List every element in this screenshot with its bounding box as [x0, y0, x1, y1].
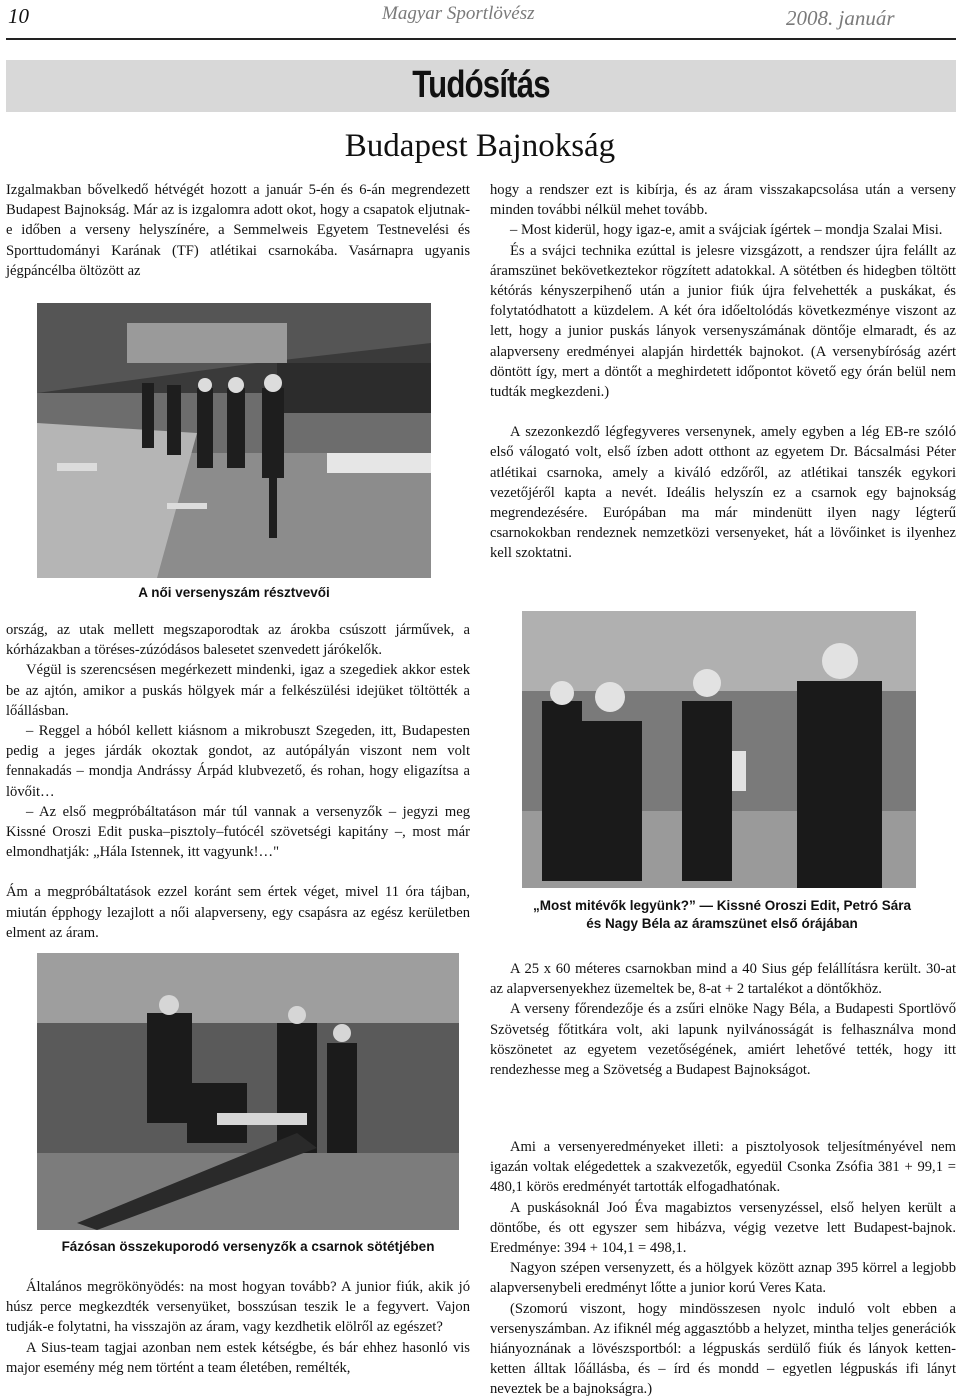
- paragraph: – Az első megpróbáltatáson már túl vannak a versenyzők – jegyzi meg Kissné Oroszi Edit puska–pisztoly–futócél szövetségi kapitány –, most már elmondhatják: „Hála Istennek, itt vagyunk!…": [6, 803, 470, 861]
- section-title: Tudósítás: [412, 64, 550, 106]
- paragraph: Ám a megpróbáltatások ezzel koránt sem értek véget, mivel 11 óra tájban, miután épphogy lezajlott a női alapverseny, egy csapásra az egész kerületben elment az áram.: [6, 884, 470, 941]
- page-number: 10: [8, 4, 29, 28]
- paragraph: (Szomorú viszont, hogy mindösszesen nyolc induló volt ebben a versenyszámban. Az ifiknél még aggasztóbb a helyzet, mintha teljes generációk hiányoznának a lövészsportból: a légpuskás serdülő fiúk és lányok ketten-ketten álltak lőállásba, és – írd és mondd – egyetlen légpuskás ifi lányt neveztek be a bajnokságra.): [490, 1300, 956, 1398]
- paragraph: A verseny főrendezője és a zsűri elnöke Nagy Béla, a Budapesti Sportlövő Szövetség főtitkára volt, aki lapunk nyilvánosságát is felhasználva mond köszönetet az egyetem vezetőségének, amiért lehetővé tették, hogy itt rendezhesse meg a Szövetség a Budapest Bajnokságot.: [490, 1001, 956, 1079]
- left-column-intro: [6, 180, 470, 281]
- paragraph: Ami a versenyeredményeket illeti: a pisztolyosok teljesítményével nem igazán voltak elégedettek a szakvezetők, egyedül Csonka Zsófia 381 + 99,1 = 480,1 körös eredményét tartották elfogadhatónak.: [490, 1139, 956, 1196]
- left-column-body: [6, 620, 470, 943]
- right-column-middle: [490, 959, 956, 1080]
- paragraph: hogy a rendszer ezt is kibírja, és az áram visszakapcsolása után a verseny minden további nélkül mehet tovább.: [490, 182, 956, 219]
- paragraph: – Reggel a hóból kellett kiásnom a mikrobuszt Szegeden, itt, Budapesten pedig a jeges járdák okoztak gondot, az autópályán viszont nem volt fennakadás – mondja Andrássy Árpád klubvezető, és rohan, hogy eligazítsa a lövőit…: [6, 723, 470, 800]
- right-column-top: [490, 180, 956, 564]
- paragraph: Végül is szerencsésen megérkezett mindenki, igaz a szegediek akkor estek be az ajtón, amikor a puskás hölgyek már a felkészülési idejüket töltötték a lőállásban.: [6, 662, 470, 719]
- left-column-end: [6, 1277, 470, 1378]
- article-title: Budapest Bajnokság: [344, 128, 616, 164]
- paragraph: Általános megrökönyödés: na most hogyan tovább? A junior fiúk, akik jó húsz perce megkezdték versenyüket, bosszúsan teszik le a fegyvert. Vajon tudják-e folytatni, ha visszajön az áram, vagy kezdhetik elölről az egészet?: [6, 1279, 470, 1336]
- paragraph: A szezonkezdő légfegyveres versenynek, amely egyben a lég EB-re szóló első válogató volt, első ízben adott otthont az egyetem Dr. Bácsalmási Péter atlétikai csarnoka, amely a kiváló edzőről, az atlétikai tanszék egykori vezetőjéről kapta a nevét. Ideális helyszín ez a csarnok egy bajnokság megrendezésére. Európában ma már mindenütt ilyen nagy légterű csarnokokban rendeznek nemzetközi versenyeket, hát a lövőinket is ilyenhez kell szoktatni.: [490, 424, 956, 562]
- paragraph: ország, az utak mellett megszaporodtak az árokba csúszott járművek, a kórházakban a töréses-zúzódásos balesetet szenvedett járókelők.: [6, 622, 470, 659]
- paragraph: A Sius-team tagjai azonban nem estek kétségbe, és bár ehhez hasonló vis major esemény még nem történt a team életében, remélték,: [6, 1339, 470, 1376]
- right-column-results: [490, 1137, 956, 1400]
- paragraph: Nagyon szépen versenyzett, és a hölgyek között aznap 395 körrel a legjobb alapversenybeli eredményt lőtte a junior korú Veres Kata.: [490, 1260, 956, 1297]
- photo-caption: Fázósan összekuporodó versenyzők a csarnok sötétjében: [61, 1239, 435, 1254]
- paragraph: És a svájci technika ezúttal is jelesre vizsgázott, a rendszer újra felállt az áramszünet bekövetkeztekor rögzített adatokkal. A sötétben és hidegben töltött kétórás kényszerpihenő után a junior fiúk újra felvehették a puskákat, és folytatódhatott a küzdelem. A két óra időeltolódás következménye viszont az lett, hogy a junior puskás lányok versenyszámának döntője elmaradt, és az alapverseny eredményei alapján hirdették bajnokot. (A versenybíróság azért döntött így, mert a döntőt a meghirdetett időpontot követő egy órán belül nem tudták megkezdeni.): [490, 242, 956, 401]
- paragraph: Izgalmakban bővelkedő hétvégét hozott a január 5-én és 6-án megrendezett Budapest Bajnokság. Már az is izgalomra adott okot, hogy a csapatok eljutnak-e időben a verseny helyszínére, a Semmelweis Egyetem Testnevelési és Sporttudományi Karának (TF) atlétikai csarnokába. Vasárnapra ugyanis jégpáncélba öltözött az: [6, 182, 470, 279]
- header-divider: [6, 38, 956, 40]
- caption-line: „Most mitévők legyünk?” — Kissné Oroszi Edit, Petró Sára: [532, 898, 912, 913]
- photo-women-competitors: [37, 303, 431, 578]
- paragraph: A puskásoknál Joó Éva magabiztos versenyzéssel, első helyen került a döntőbe, és ott egyszer sem hibázva, végig vezetve lett Budapest-bajnok. Eredménye: 394 + 104,1 = 498,1.: [490, 1199, 956, 1257]
- section-banner: [6, 60, 956, 112]
- photo-officials-power-outage: [522, 611, 916, 888]
- paragraph: – Most kiderül, hogy igaz-e, amit a svájciak ígértek – mondja Szalai Misi.: [510, 222, 943, 239]
- publication-title: Magyar Sportlövész: [382, 3, 535, 24]
- photo-caption: A női versenyszám résztvevői: [138, 585, 330, 600]
- paragraph: A 25 x 60 méteres csarnokban mind a 40 Sius gép felállításra került. 30-at az alapversenyekhez üzemeltek be, 8-at + 2 tartalékot a döntőkhöz.: [490, 961, 956, 998]
- issue-date: 2008. január: [786, 6, 895, 30]
- photo-competitors-dark-hall: [37, 953, 459, 1230]
- photo-caption: [500, 897, 944, 933]
- caption-line: és Nagy Béla az áramszünet első órájában: [586, 916, 858, 931]
